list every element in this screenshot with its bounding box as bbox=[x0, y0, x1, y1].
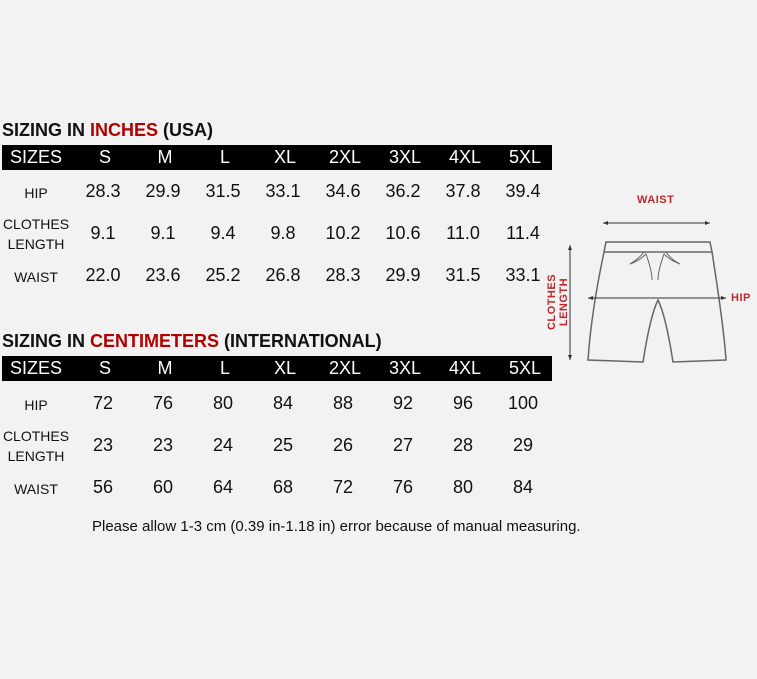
inches-cell-5xl: 33.1 bbox=[505, 265, 541, 285]
inches-header-s: S bbox=[98, 147, 111, 167]
centimeters-header-xl: XL bbox=[273, 358, 297, 378]
centimeters-header-l: L bbox=[219, 358, 230, 378]
inches-cell-xl: 9.8 bbox=[270, 223, 296, 243]
centimeters-cell-3xl: 76 bbox=[392, 477, 414, 497]
inches-cell-l: 9.4 bbox=[210, 223, 236, 243]
inches-cell-2xl: 10.2 bbox=[325, 223, 361, 243]
centimeters-cell-m: 23 bbox=[152, 435, 174, 455]
row-label-line: HIP bbox=[24, 185, 48, 201]
centimeters-cell-4xl: 96 bbox=[452, 393, 474, 413]
centimeters-cell-5xl: 29 bbox=[512, 435, 534, 455]
centimeters-cell-s: 56 bbox=[92, 477, 114, 497]
centimeters-cell-m: 76 bbox=[152, 393, 174, 413]
row-label-line: LENGTH bbox=[7, 236, 65, 252]
inches-cell-4xl: 31.5 bbox=[445, 265, 481, 285]
centimeters-cell-4xl: 28 bbox=[452, 435, 474, 455]
centimeters-title-suffix: (INTERNATIONAL) bbox=[219, 331, 382, 351]
clothes-length-label: CLOTHES LENGTH bbox=[546, 273, 570, 331]
inches-cell-s: 22.0 bbox=[85, 265, 121, 285]
inches-row-label bbox=[2, 267, 70, 287]
inches-header-m: M bbox=[157, 147, 173, 167]
centimeters-header-sizes: SIZES bbox=[9, 358, 62, 378]
centimeters-cell-s: 72 bbox=[92, 393, 114, 413]
inches-cell-l: 31.5 bbox=[205, 181, 241, 201]
inches-header-l: L bbox=[219, 147, 230, 167]
row-label-line: HIP bbox=[24, 397, 48, 413]
inches-cell-2xl: 28.3 bbox=[325, 265, 361, 285]
inches-cell-m: 29.9 bbox=[145, 181, 181, 201]
centimeters-cell-2xl: 26 bbox=[332, 435, 354, 455]
centimeters-title-highlight: CENTIMETERS bbox=[90, 331, 220, 351]
centimeters-cell-l: 80 bbox=[212, 393, 234, 413]
centimeters-cell-xl: 84 bbox=[272, 393, 294, 413]
inches-cell-3xl: 10.6 bbox=[385, 223, 421, 243]
measuring-note: Please allow 1-3 cm (0.39 in-1.18 in) error because of manual measuring. bbox=[92, 518, 581, 535]
hip-label: HIP bbox=[731, 292, 751, 304]
centimeters-cell-4xl: 80 bbox=[452, 477, 474, 497]
inches-header-row bbox=[2, 145, 552, 170]
inches-cell-5xl: 11.4 bbox=[506, 223, 540, 243]
centimeters-cell-xl: 68 bbox=[272, 477, 294, 497]
inches-cell-m: 9.1 bbox=[150, 223, 176, 243]
shorts-drawing bbox=[548, 190, 757, 370]
row-label-line: CLOTHES bbox=[2, 428, 70, 444]
centimeters-header-2xl: 2XL bbox=[328, 358, 362, 378]
inches-cell-4xl: 11.0 bbox=[446, 223, 480, 243]
centimeters-header-4xl: 4XL bbox=[448, 358, 482, 378]
centimeters-cell-xl: 25 bbox=[272, 435, 294, 455]
inches-cell-xl: 33.1 bbox=[265, 181, 301, 201]
row-label-line: WAIST bbox=[14, 481, 58, 497]
row-label-line: WAIST bbox=[14, 269, 58, 285]
centimeters-header-3xl: 3XL bbox=[388, 358, 422, 378]
centimeters-row-label bbox=[2, 479, 70, 499]
centimeters-cell-l: 64 bbox=[212, 477, 234, 497]
inches-header-sizes: SIZES bbox=[9, 147, 62, 167]
centimeters-header-s: S bbox=[98, 358, 111, 378]
centimeters-header-row bbox=[2, 356, 552, 381]
centimeters-title-prefix: SIZING IN bbox=[2, 331, 91, 351]
inches-header-2xl: 2XL bbox=[328, 147, 362, 167]
inches-header-xl: XL bbox=[273, 147, 297, 167]
inches-cell-5xl: 39.4 bbox=[505, 181, 541, 201]
inches-row-label bbox=[2, 183, 70, 203]
inches-header-3xl: 3XL bbox=[388, 147, 422, 167]
inches-cell-s: 28.3 bbox=[85, 181, 121, 201]
inches-cell-s: 9.1 bbox=[90, 223, 116, 243]
inches-header-5xl: 5XL bbox=[508, 147, 542, 167]
centimeters-header-m: M bbox=[157, 358, 173, 378]
inches-cell-xl: 26.8 bbox=[265, 265, 301, 285]
waist-label: WAIST bbox=[637, 194, 675, 206]
shorts-diagram bbox=[548, 190, 757, 370]
inches-cell-m: 23.6 bbox=[145, 265, 181, 285]
inches-row-label bbox=[2, 214, 70, 254]
row-label-line: LENGTH bbox=[7, 448, 65, 464]
centimeters-cell-s: 23 bbox=[92, 435, 114, 455]
centimeters-cell-5xl: 84 bbox=[512, 477, 534, 497]
centimeters-cell-2xl: 88 bbox=[332, 393, 354, 413]
inches-title-suffix: (USA) bbox=[158, 120, 214, 140]
shorts-body bbox=[588, 252, 726, 362]
waistband bbox=[604, 242, 712, 252]
inches-cell-4xl: 37.8 bbox=[445, 181, 481, 201]
inches-cell-3xl: 36.2 bbox=[385, 181, 421, 201]
centimeters-cell-l: 24 bbox=[212, 435, 234, 455]
inches-cell-l: 25.2 bbox=[205, 265, 241, 285]
centimeters-row-label bbox=[2, 395, 70, 415]
centimeters-header-5xl: 5XL bbox=[508, 358, 542, 378]
centimeters-row-label bbox=[2, 426, 70, 466]
centimeters-cell-3xl: 27 bbox=[392, 435, 414, 455]
inches-title-highlight: INCHES bbox=[90, 120, 159, 140]
centimeters-title bbox=[2, 331, 382, 352]
inches-title bbox=[2, 120, 213, 141]
centimeters-cell-3xl: 92 bbox=[392, 393, 414, 413]
centimeters-cell-2xl: 72 bbox=[332, 477, 354, 497]
centimeters-cell-5xl: 100 bbox=[507, 393, 539, 413]
inches-title-prefix: SIZING IN bbox=[2, 120, 91, 140]
centimeters-cell-m: 60 bbox=[152, 477, 174, 497]
inches-header-4xl: 4XL bbox=[448, 147, 482, 167]
row-label-line: CLOTHES bbox=[2, 216, 70, 232]
inches-cell-2xl: 34.6 bbox=[325, 181, 361, 201]
inches-cell-3xl: 29.9 bbox=[385, 265, 421, 285]
